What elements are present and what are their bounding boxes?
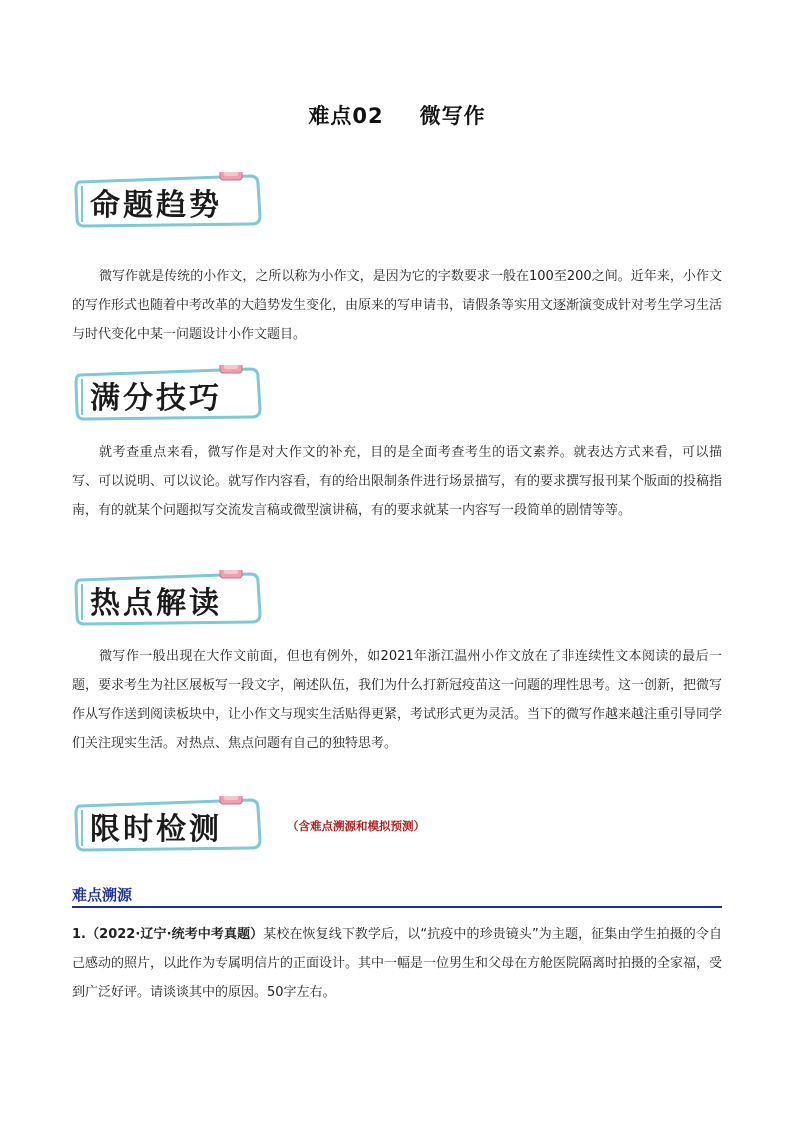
banner-heading: 满分技巧 (90, 381, 222, 416)
section-paragraph: 就考查重点来看，微写作是对大作文的补充，目的是全面考查考生的语文素养。就表达方式来看，可以描写、可以说明、可以议论。就写作内容看，有的给出限制条件进行场景描写，有的要求撰写报刊某个版面的投稿指南，有的就某个问题拟写交流发言稿或微型演讲稿，有的要求就某一内容写一段简单的剧情等等。 (72, 445, 723, 518)
page-title (0, 100, 794, 130)
question-text: 某校在恢复线下教学后，以“抗疫中的珍贵镜头”为主题，征集由学生拍摄的令自己感动的照片，以此作为专属明信片的正面设计。其中一幅是一位男生和父母在方舱医院隔离时拍摄的全家福，受到广泛好评。请谈谈其中的原因。50字左右。 (72, 927, 723, 1000)
banner-heading: 热点解读 (90, 586, 222, 621)
question-number: 1. (72, 927, 86, 942)
subsection-header (72, 884, 722, 908)
section-paragraph: 微写作就是传统的小作文，之所以称为小作文，是因为它的字数要求一般在100至200之间。近年来，小作文的写作形式也随着中考改革的大趋势发生变化，由原来的写申请书，请假条等实用文逐渐演变成针对考生学习生活与时代变化中某一问题设计小作文题目。 (72, 269, 723, 342)
title-right: 微写作 (419, 104, 486, 128)
paper-clip-icon (220, 365, 242, 373)
banner-heading: 限时检测 (90, 812, 222, 847)
banner-redian-jiedu (74, 570, 264, 626)
banner-mingti-qushi (74, 172, 264, 228)
question-source: （2022·辽宁·统考中考真题） (85, 927, 264, 942)
section-note: （含难点溯源和模拟预测） (287, 819, 425, 833)
question-1 (72, 920, 722, 1007)
paper-clip-icon (220, 570, 242, 578)
banner-xianshi-jiance (74, 796, 264, 852)
banner-manfen-jiqiao (74, 365, 264, 421)
section-paragraph: 微写作一般出现在大作文前面，但也有例外，如2021年浙江温州小作文放在了非连续性文本阅读的最后一题，要求考生为社区展板写一段文字，阐述队伍，我们为什么打新冠疫苗这一问题的理性思考。这一创新，把微写作从写作送到阅读板块中，让小作文与现实生活贴得更紧，考试形式更为灵活。当下的微写作越来越注重引导同学们关注现实生活。对热点、焦点问题有自己的独特思考。 (72, 649, 723, 751)
paper-clip-icon (220, 796, 242, 804)
title-left: 难点02 (308, 104, 384, 128)
subsection-title: 难点溯源 (72, 886, 133, 904)
paper-clip-icon (220, 172, 242, 180)
banner-heading: 命题趋势 (90, 188, 222, 223)
